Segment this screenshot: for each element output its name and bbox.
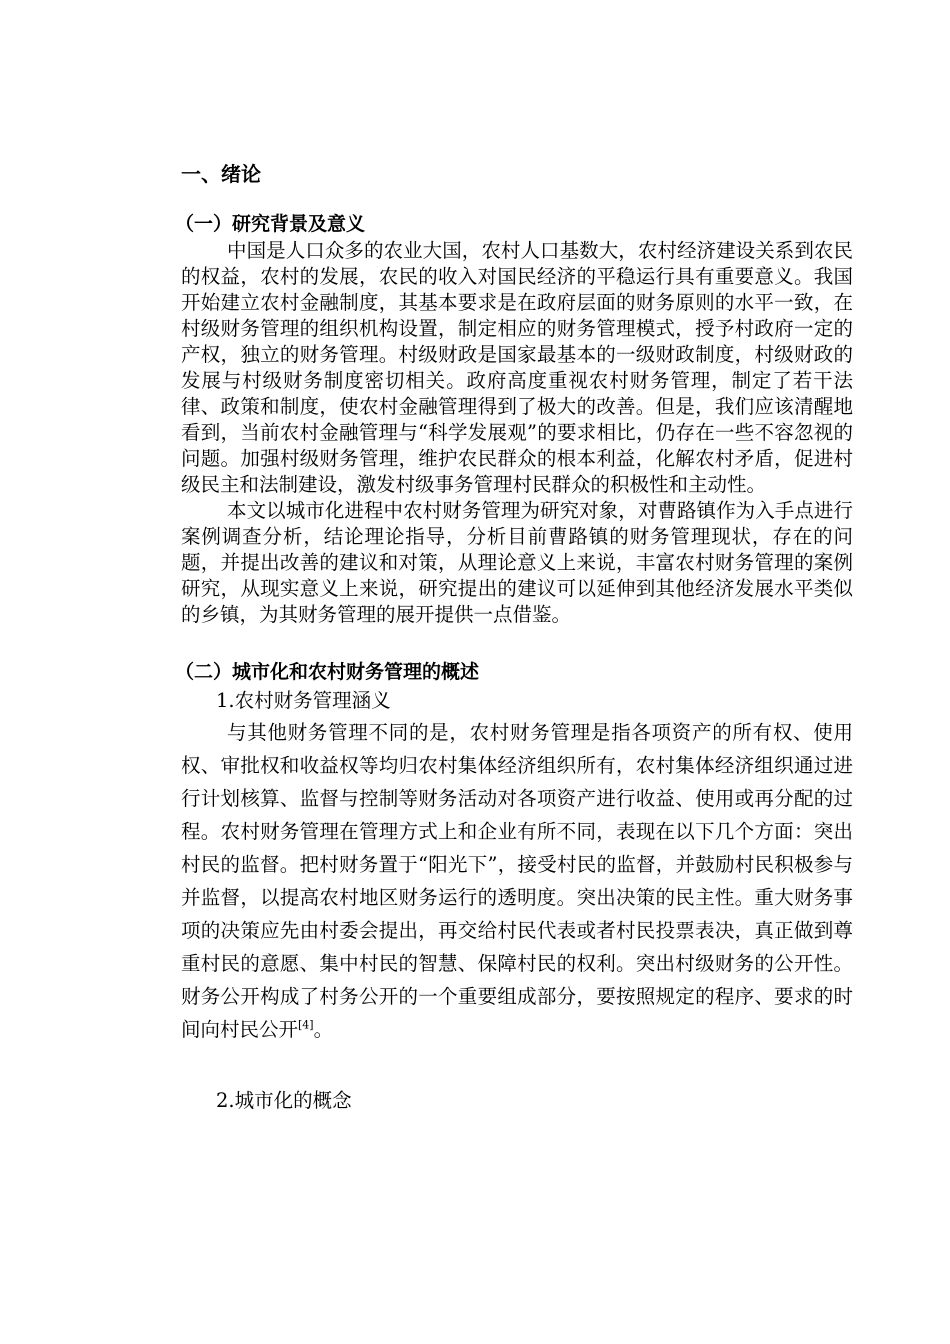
section-title-overview: （二）城市化和农村财务管理的概述 <box>175 661 480 683</box>
chapter-title: 一、绪论 <box>181 162 261 186</box>
document-body <box>175 160 853 1116</box>
paragraph-end: 。 <box>313 1018 334 1041</box>
subsection-title-rural-finance: 1.农村财务管理涵义 <box>216 689 391 712</box>
paragraph-rural-finance-definition <box>181 716 853 1046</box>
paragraph-background: 中国是人口众多的农业大国，农村人口基数大，农村经济建设关系到农民的权益，农村的发展，农民的收入对国民经济的平稳运行具有重要意义。我国开始建立农村金融制度，其基本要求是在政府层面的财务原则的水平一致，在村级财务管理的组织机构设置，制定相应的财务管理模式，授予村政府一定的产权，独立的财务管理。村级财政是国家最基本的一级财政制度，村级财政的发展与村级财务制度密切相关。政府高度重视农村财务管理，制定了若干法律、政策和制度，使农村金融管理得到了极大的改善。但是，我们应该清醒地看到，当前农村金融管理与“科学发展观”的要求相比，仍存在一些不容忽视的问题。加强村级财务管理，维护农民群众的根本利益，化解农村矛盾，促进村级民主和法制建设，激发村级事务管理村民群众的积极性和主动性。 <box>181 239 853 496</box>
section-title-background: （一）研究背景及意义 <box>175 213 366 235</box>
subsection-title-urbanization: 2.城市化的概念 <box>216 1089 352 1112</box>
paragraph-research-object: 本文以城市化进程中农村财务管理为研究对象，对曹路镇作为入手点进行案例调查分析，结论理论指导，分析目前曹路镇的财务管理现状，存在的问题，并提出改善的建议和对策，从理论意义上来说，丰富农村财务管理的案例研究，从现实意义上来说，研究提出的建议可以延伸到其他经济发展水平类似的乡镇，为其财务管理的展开提供一点借鉴。 <box>181 499 853 626</box>
paragraph-text: 与其他财务管理不同的是，农村财务管理是指各项资产的所有权、使用权、审批权和收益权等均归农村集体经济组织所有，农村集体经济组织通过进行计划核算、监督与控制等财务活动对各项资产进行收益、使用或再分配的过程。农村财务管理在管理方式上和企业有所不同，表现在以下几个方面：突出村民的监督。把村财务置于“阳光下”，接受村民的监督，并鼓励村民积极参与并监督，以提高农村地区财务运行的透明度。突出决策的民主性。重大财务事项的决策应先由村委会提出，再交给村民代表或者村民投票表决，真正做到尊重村民的意愿、集中村民的智慧、保障村民的权利。突出村级财务的公开性。财务公开构成了村务公开的一个重要组成部分，要按照规定的程序、要求的时间向村民公开 <box>181 721 853 1041</box>
citation-ref: [4] <box>298 1018 314 1032</box>
